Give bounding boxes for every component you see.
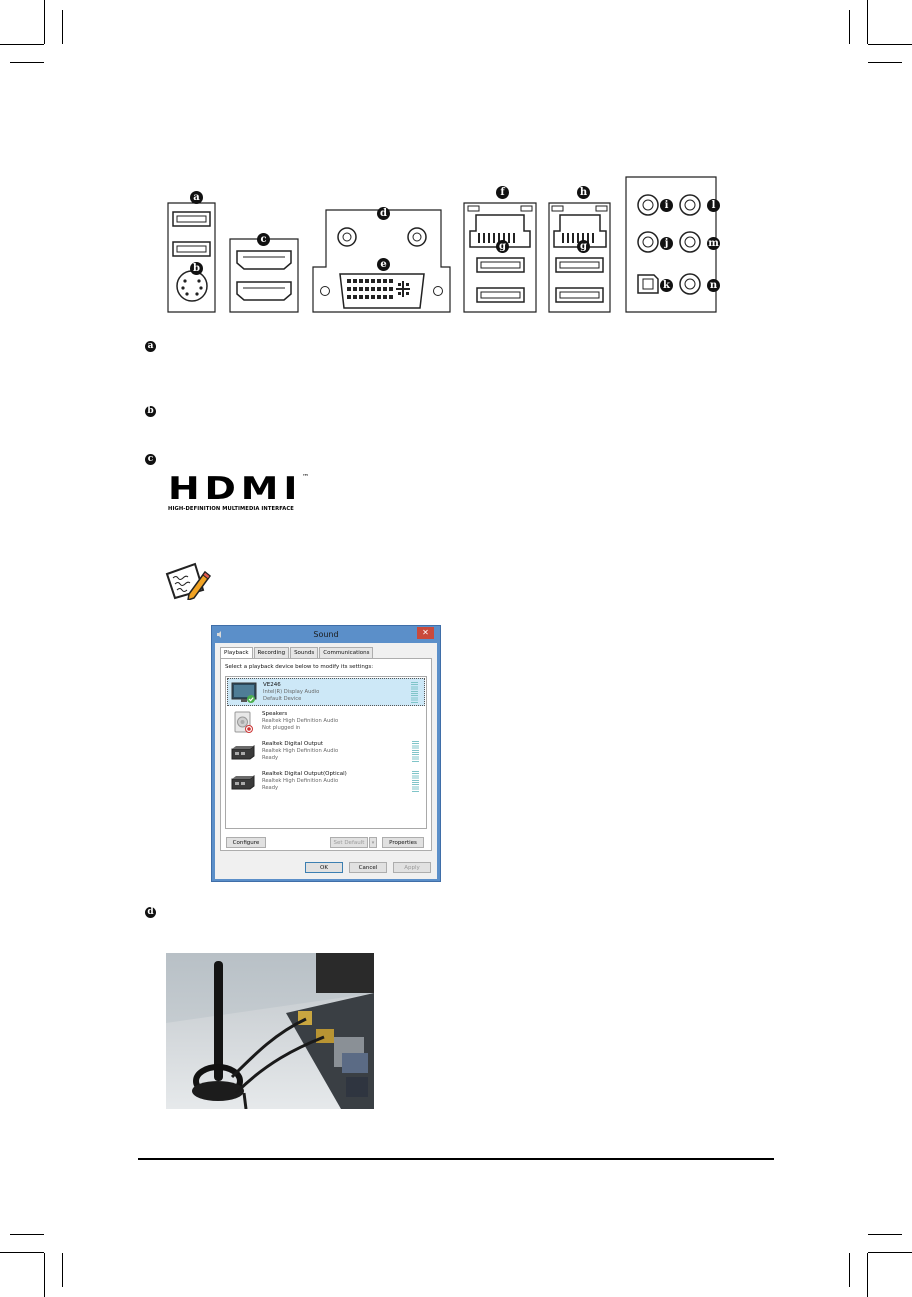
crop-mark xyxy=(868,1234,902,1235)
device-status: Not plugged in xyxy=(262,725,301,731)
antenna-photo-image xyxy=(166,953,374,1109)
speaker-icon xyxy=(230,711,256,733)
device-item-digital-output[interactable] xyxy=(227,738,425,766)
device-name: VE246 xyxy=(263,682,281,688)
device-driver: Realtek High Definition Audio xyxy=(262,748,339,754)
label-g: g xyxy=(577,240,590,253)
device-status: Default Device xyxy=(263,696,302,702)
crop-mark xyxy=(62,1253,63,1287)
digital-output-icon xyxy=(230,741,256,763)
device-name: Realtek Digital Output(Optical) xyxy=(262,771,347,777)
set-default-dropdown[interactable] xyxy=(369,837,377,848)
label-g: g xyxy=(496,240,509,253)
tab-playback[interactable]: Playback xyxy=(220,647,253,659)
crop-mark xyxy=(867,1253,868,1297)
crop-mark xyxy=(868,62,902,63)
rear-panel-diagram xyxy=(160,175,725,315)
crop-mark xyxy=(868,44,912,45)
label-j: j xyxy=(660,237,673,250)
device-status: Ready xyxy=(262,755,279,761)
crop-mark xyxy=(10,1234,44,1235)
crop-mark xyxy=(0,44,44,45)
properties-button[interactable]: Properties xyxy=(382,837,424,848)
label-f: f xyxy=(496,186,509,199)
hdmi-wordmark: HDMI xyxy=(168,471,303,507)
device-driver: Realtek High Definition Audio xyxy=(262,718,339,724)
volume-meter xyxy=(412,741,419,763)
section-c-marker: c xyxy=(145,454,156,465)
antenna-photo xyxy=(166,953,374,1109)
label-d: d xyxy=(377,207,390,220)
label-m: m xyxy=(708,238,719,249)
label-i: i xyxy=(660,199,673,212)
note-pencil-icon xyxy=(163,560,211,600)
label-k: k xyxy=(660,279,673,292)
label-e: e xyxy=(377,258,390,271)
crop-mark xyxy=(867,0,868,44)
device-driver: Realtek High Definition Audio xyxy=(262,778,339,784)
tab-communications[interactable]: Communications xyxy=(319,647,373,658)
label-l: l xyxy=(707,199,720,212)
volume-meter xyxy=(411,682,418,704)
crop-mark xyxy=(44,1253,45,1297)
crop-mark xyxy=(849,1253,850,1287)
tab-sounds[interactable]: Sounds xyxy=(290,647,318,658)
tab-recording[interactable]: Recording xyxy=(254,647,290,658)
crop-mark xyxy=(44,0,45,44)
crop-mark xyxy=(10,62,44,63)
apply-button[interactable]: Apply xyxy=(393,862,431,873)
close-button[interactable]: ✕ xyxy=(417,627,434,639)
section-a-marker: a xyxy=(145,341,156,352)
device-item-digital-output-optical[interactable] xyxy=(227,768,425,796)
device-name: Realtek Digital Output xyxy=(262,741,324,747)
label-n: n xyxy=(707,279,720,292)
crop-mark xyxy=(0,1252,44,1253)
label-b: b xyxy=(190,262,203,275)
playback-panel xyxy=(220,658,432,851)
chevron-down-icon: ▾ xyxy=(371,840,375,846)
device-status: Ready xyxy=(262,785,279,791)
crop-mark xyxy=(62,10,63,44)
device-item-ve246[interactable] xyxy=(227,678,425,706)
label-a: a xyxy=(190,191,203,204)
device-list[interactable] xyxy=(225,676,427,829)
optical-output-icon xyxy=(230,771,256,793)
tab-strip xyxy=(220,647,374,658)
sound-dialog xyxy=(211,625,441,882)
crop-mark xyxy=(849,10,850,44)
instruction-text: Select a playback device below to modify its settings: xyxy=(225,664,374,670)
hdmi-logo xyxy=(168,473,318,515)
ok-button[interactable]: OK xyxy=(305,862,343,873)
monitor-icon xyxy=(231,682,257,704)
footer-rule xyxy=(138,1158,774,1160)
hdmi-tm: ™ xyxy=(302,473,309,481)
section-b-marker: b xyxy=(145,406,156,417)
volume-meter xyxy=(412,771,419,793)
cancel-button[interactable]: Cancel xyxy=(349,862,387,873)
section-d-marker: d xyxy=(145,907,156,918)
set-default-button[interactable]: Set Default xyxy=(330,837,368,848)
device-item-speakers[interactable] xyxy=(227,708,425,736)
hdmi-tagline: HIGH-DEFINITION MULTIMEDIA INTERFACE xyxy=(168,506,294,512)
device-driver: Intel(R) Display Audio xyxy=(263,689,320,695)
device-name: Speakers xyxy=(262,711,288,717)
dialog-body xyxy=(215,643,437,879)
crop-mark xyxy=(868,1252,912,1253)
configure-button[interactable]: Configure xyxy=(226,837,266,848)
label-h: h xyxy=(577,186,590,199)
label-c: c xyxy=(257,233,270,246)
dialog-title: Sound xyxy=(313,630,339,639)
